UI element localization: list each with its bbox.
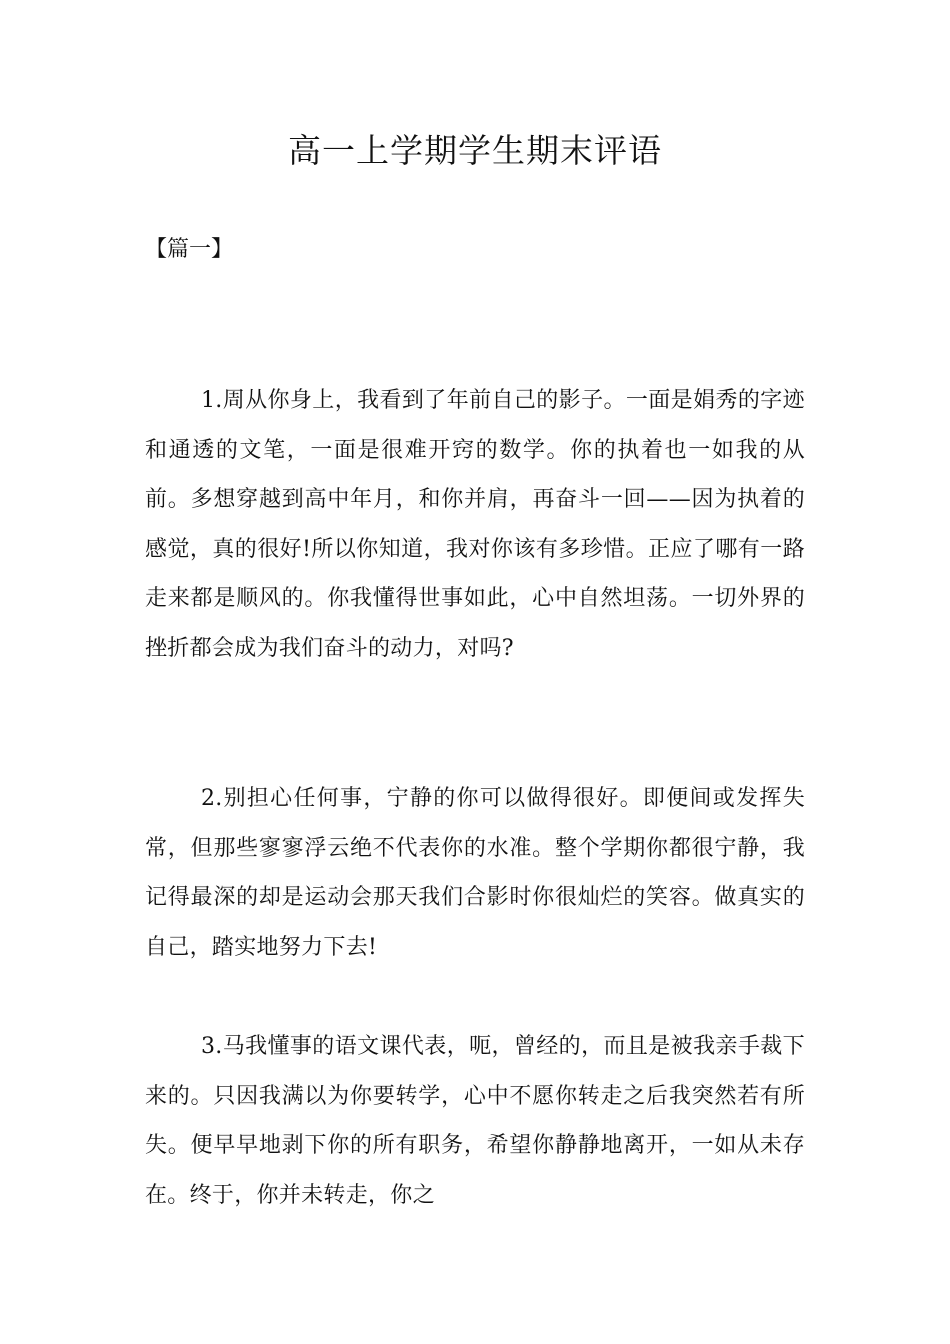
comment-paragraph-3: 3.马我懂事的语文课代表，呃，曾经的，而且是被我亲手裁下来的。只因我满以为你要转学，心中不愿你转走之后我突然若有所失。便早早地剥下你的所有职务，希望你静静地离开，一如从未存在。终于，你并未转走，你之: [145, 1034, 805, 1208]
comment-paragraph-1: 1.周从你身上，我看到了年前自己的影子。一面是娟秀的字迹和通透的文笔，一面是很难开窍的数学。你的执着也一如我的从前。多想穿越到高中年月，和你并肩，再奋斗一回——因为执着的感觉，真的很好!所以你知道，我对你该有多珍惜。正应了哪有一路走来都是顺风的。你我懂得世事如此，心中自然坦荡。一切外界的挫折都会成为我们奋斗的动力，对吗?: [145, 388, 805, 661]
section-label: 【篇一】: [145, 237, 234, 262]
document-title: 高一上学期学生期末评语: [288, 131, 662, 170]
comment-paragraph-2: 2.别担心任何事，宁静的你可以做得很好。即便间或发挥失常，但那些寥寥浮云绝不代表你的水准。整个学期你都很宁静，我记得最深的却是运动会那天我们合影时你很灿烂的笑容。做真实的自己，踏实地努力下去!: [145, 786, 805, 960]
